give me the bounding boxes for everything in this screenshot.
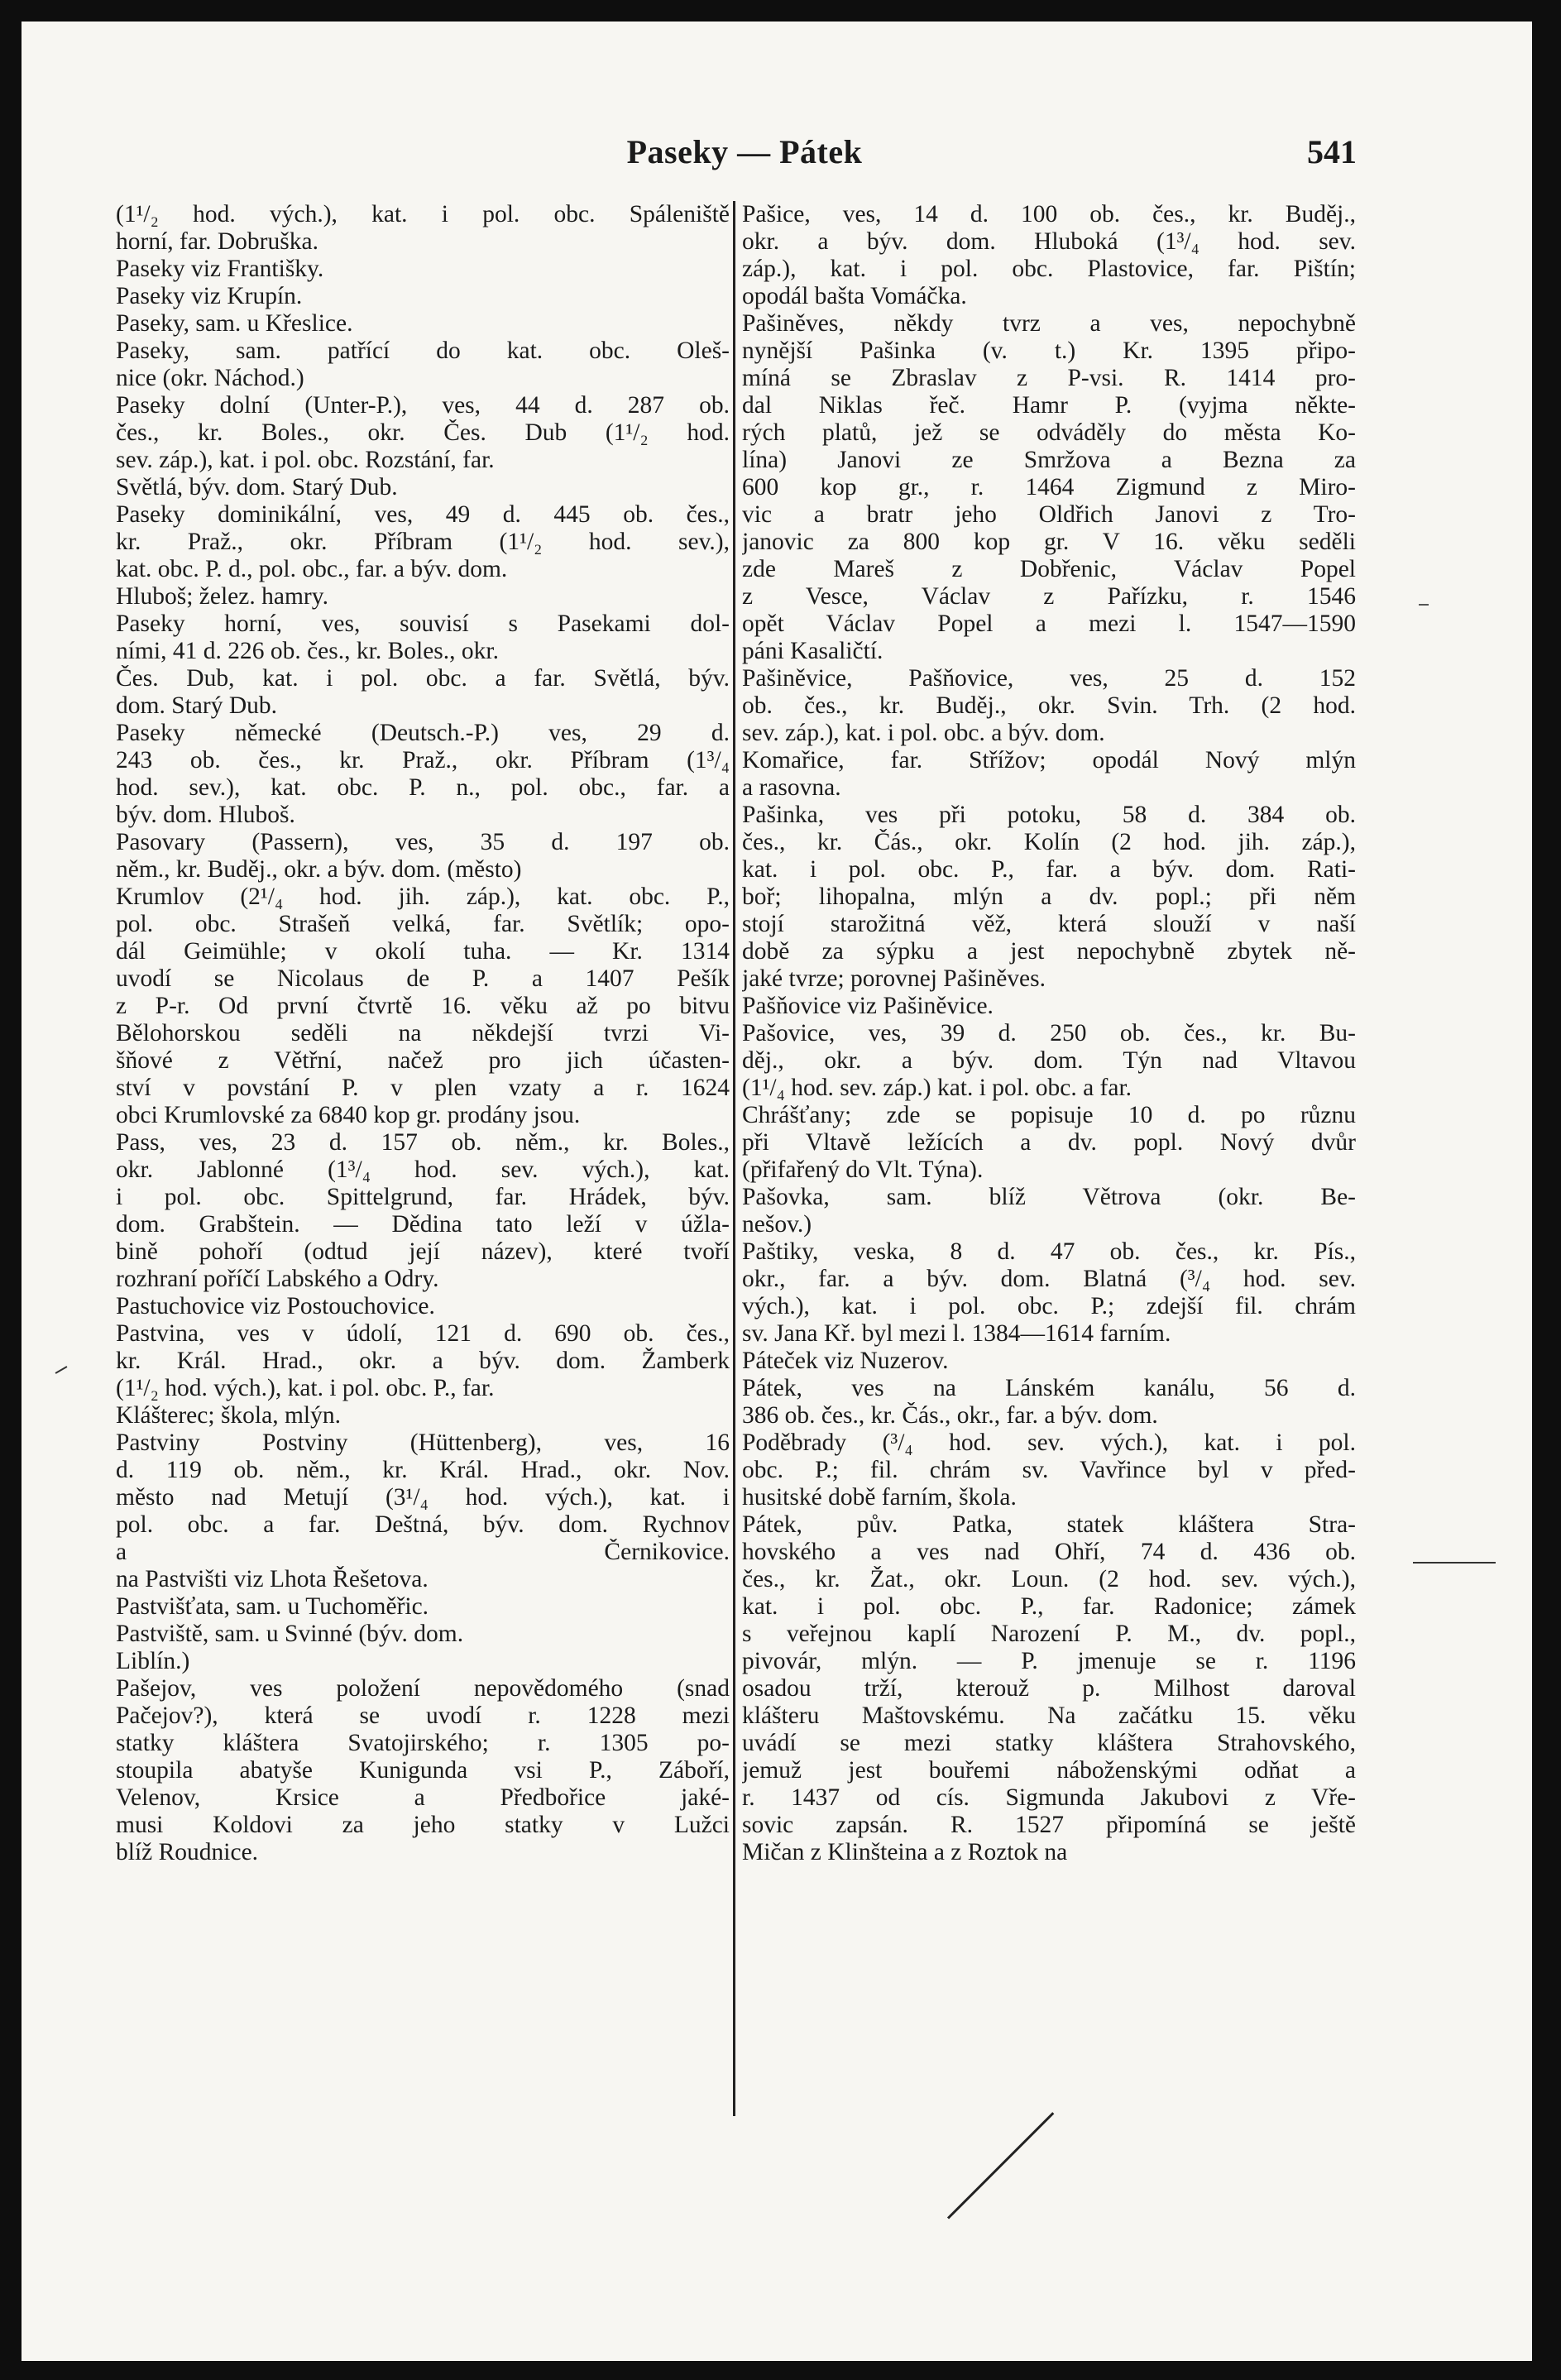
text-line: horní, far. Dobruška. — [116, 228, 318, 255]
text-line: dal Niklas řeč. Hamr P. (vyjma někte- — [742, 392, 1356, 419]
text-line: (1¹/₄ hod. sev. záp.) kat. i pol. obc. a far. — [742, 1075, 1132, 1101]
text-line: hod. sev.), kat. obc. P. n., pol. obc., far. a — [116, 774, 730, 801]
text-line: sev. záp.), kat. i pol. obc. a býv. dom. — [742, 720, 1105, 746]
text-line: sovic zapsán. R. 1527 připomíná se ještě — [742, 1812, 1356, 1838]
text-line: (přifařený do Vlt. Týna). — [742, 1156, 984, 1183]
text-line: vic a bratr jeho Oldřich Janovi z Tro- — [742, 501, 1356, 528]
running-header: Paseky — Pátek — [626, 133, 863, 170]
margin-mark — [1419, 604, 1429, 606]
text-line: Paseky dolní (Unter-P.), ves, 44 d. 287 ob. — [116, 392, 730, 419]
text-line: s veřejnou kaplí Narození P. M., dv. popl., — [742, 1621, 1356, 1647]
text-line: nešov.) — [742, 1211, 812, 1238]
text-line: r. 1437 od cís. Sigmunda Jakubovi z Vře- — [742, 1784, 1356, 1811]
text-line: sv. Jana Kř. byl mezi l. 1384—1614 farním. — [742, 1320, 1171, 1347]
text-line: jemuž jest bouřemi náboženskými odňat a — [742, 1757, 1356, 1784]
text-line: Pasovary (Passern), ves, 35 d. 197 ob. — [116, 829, 730, 855]
text-line: jaké tvrze; porovnej Pašiněves. — [742, 965, 1046, 992]
text-line: Světlá, býv. dom. Starý Dub. — [116, 474, 398, 500]
text-line: pol. obc. a far. Deštná, býv. dom. Rychnov — [116, 1511, 730, 1538]
text-line: pivovár, mlýn. — P. jmenuje se r. 1196 — [742, 1648, 1356, 1674]
text-line: Paseky německé (Deutsch.-P.) ves, 29 d. — [116, 720, 730, 746]
text-line: záp.), kat. i pol. obc. Plastovice, far. Pištín; — [742, 256, 1356, 282]
text-line: kr. Praž., okr. Příbram (1¹/₂ hod. sev.), — [116, 529, 730, 555]
text-line: obci Krumlovské za 6840 kop gr. prodány jsou. — [116, 1102, 581, 1128]
text-line: pol. obc. Strašeň velká, far. Světlík; opo- — [116, 911, 730, 937]
text-line: dál Geimühle; v okolí tuha. — Kr. 1314 — [116, 938, 730, 965]
text-line: rozhraní poříčí Labského a Odry. — [116, 1266, 439, 1292]
text-line: ob. čes., kr. Buděj., okr. Svin. Trh. (2 hod. — [742, 692, 1356, 719]
text-line: Pastviny Postviny (Hüttenberg), ves, 16 — [116, 1429, 730, 1456]
text-line: 600 kop gr., r. 1464 Zigmund z Miro- — [742, 474, 1356, 500]
text-line: Pašovice, ves, 39 d. 250 ob. čes., kr. Bu- — [742, 1020, 1356, 1046]
text-line: Hluboš; želez. hamry. — [116, 583, 328, 610]
text-line: Paseky horní, ves, souvisí s Pasekami dol- — [116, 611, 730, 637]
text-line: Pašejov, ves položení nepovědomého (snad — [116, 1675, 730, 1702]
text-line: okr. Jablonné (1³/₄ hod. sev. vých.), kat. — [116, 1156, 730, 1183]
text-line: Komařice, far. Střížov; opodál Nový mlýn — [742, 747, 1356, 773]
text-line: rých platů, jež se odváděly do města Ko- — [742, 419, 1356, 446]
text-line: kat. i pol. obc. P., far. Radonice; zámek — [742, 1593, 1356, 1620]
text-line: Pašňovice viz Pašiněvice. — [742, 993, 994, 1019]
text-line: zde Mareš z Dobřenic, Václav Popel — [742, 556, 1356, 582]
page-number: 541 — [1307, 133, 1357, 170]
text-line: z P-r. Od první čtvrtě 16. věku až po bitvu — [116, 993, 730, 1019]
text-line: dom. Starý Dub. — [116, 692, 278, 719]
text-line: nynější Pašinka (v. t.) Kr. 1395 připo- — [742, 338, 1356, 364]
text-line: Bělohorskou seděli na někdejší tvrzi Vi- — [116, 1020, 730, 1046]
text-line: obc. P.; fil. chrám sv. Vavřince byl v před- — [742, 1457, 1356, 1483]
text-line: něm., kr. Buděj., okr. a býv. dom. (město) — [116, 856, 522, 883]
text-line: blíž Roudnice. — [116, 1839, 259, 1865]
text-line: páni Kasaličtí. — [742, 638, 883, 664]
text-line: Pass, ves, 23 d. 157 ob. něm., kr. Boles., — [116, 1129, 730, 1156]
text-line: hovského a ves nad Ohří, 74 d. 436 ob. — [742, 1539, 1356, 1565]
margin-pencil-line — [1413, 1562, 1496, 1564]
text-line: Páteček viz Nuzerov. — [742, 1348, 949, 1374]
text-line: Paseky dominikální, ves, 49 d. 445 ob. čes., — [116, 501, 730, 528]
text-line: Paseky viz Františky. — [116, 256, 324, 282]
text-line: nice (okr. Náchod.) — [116, 365, 304, 391]
text-line: při Vltavě ležících a dv. popl. Nový dvůr — [742, 1129, 1356, 1156]
text-line: býv. dom. Hluboš. — [116, 802, 295, 828]
text-line: klášteru Maštovskému. Na začátku 15. věku — [742, 1702, 1356, 1729]
text-line: Paseky viz Krupín. — [116, 283, 303, 309]
text-line: (1¹/₂ hod. vých.), kat. i pol. obc. P., far. — [116, 1375, 495, 1401]
text-line: kat. i pol. obc. P., far. a býv. dom. Rati- — [742, 856, 1356, 883]
text-line: Krumlov (2¹/₄ hod. jih. záp.), kat. obc. P., — [116, 884, 730, 910]
text-line: bině pohoří (odtud její název), které tvoří — [116, 1238, 730, 1265]
text-line: čes., kr. Žat., okr. Loun. (2 hod. sev. vých.), — [742, 1566, 1356, 1592]
text-line: kr. Král. Hrad., okr. a býv. dom. Žamberk — [116, 1348, 730, 1374]
text-line: ními, 41 d. 226 ob. čes., kr. Boles., okr. — [116, 638, 499, 664]
text-line: stojí starožitná věž, která slouží v naší — [742, 911, 1356, 937]
text-line: Pastvina, ves v údolí, 121 d. 690 ob. čes., — [116, 1320, 730, 1347]
text-line: Poděbrady (³/₄ hod. sev. vých.), kat. i pol. — [742, 1429, 1356, 1456]
text-line: Pastvišťata, sam. u Tuchoměřic. — [116, 1593, 429, 1620]
text-line: kat. obc. P. d., pol. obc., far. a býv. dom. — [116, 556, 508, 582]
text-line: Pašiněvice, Pašňovice, ves, 25 d. 152 — [742, 665, 1356, 692]
pencil-stroke — [947, 2112, 1054, 2219]
text-line: Klášterec; škola, mlýn. — [116, 1402, 341, 1429]
text-line: město nad Metují (3¹/₄ hod. vých.), kat. i — [116, 1484, 730, 1511]
text-line: Čes. Dub, kat. i pol. obc. a far. Světlá, býv. — [116, 665, 730, 692]
right-column — [742, 201, 1356, 1866]
text-line: a rasovna. — [742, 774, 841, 801]
text-line: sev. záp.), kat. i pol. obc. Rozstání, far. — [116, 447, 495, 473]
text-line: ství v povstání P. v plen vzaty a r. 1624 — [116, 1075, 730, 1101]
margin-mark — [55, 1366, 68, 1374]
left-column — [116, 201, 730, 1866]
text-line: Velenov, Krsice a Předbořice jaké- — [116, 1784, 730, 1811]
text-line: šňové z Větřní, načež pro jich účasten- — [116, 1047, 730, 1074]
text-line: čes., kr. Čás., okr. Kolín (2 hod. jih. záp.), — [742, 829, 1356, 855]
text-line: Pastviště, sam. u Svinné (býv. dom. — [116, 1621, 464, 1647]
text-line: Liblín.) — [116, 1648, 190, 1674]
text-line: osadou trží, kterouž p. Milhost daroval — [742, 1675, 1356, 1702]
text-line: Pašovka, sam. blíž Větrova (okr. Be- — [742, 1184, 1356, 1210]
text-line: okr., far. a býv. dom. Blatná (³/₄ hod. sev. — [742, 1266, 1356, 1292]
text-line: d. 119 ob. něm., kr. Král. Hrad., okr. Nov. — [116, 1457, 730, 1483]
text-line: uvodí se Nicolaus de P. a 1407 Pešík — [116, 965, 730, 992]
text-line: musi Koldovi za jeho statky v Lužci — [116, 1812, 730, 1838]
text-line: Pašiněves, někdy tvrz a ves, nepochybně — [742, 310, 1356, 337]
text-line: míná se Zbraslav z P-vsi. R. 1414 pro- — [742, 365, 1356, 391]
text-line: Chrášťany; zde se popisuje 10 d. po různu — [742, 1102, 1356, 1128]
text-line: Paseky, sam. u Křeslice. — [116, 310, 353, 337]
text-line: době za sýpku a jest nepochybně zbytek ně- — [742, 938, 1356, 965]
text-line: opodál bašta Vomáčka. — [742, 283, 967, 309]
text-line: Pastuchovice viz Postouchovice. — [116, 1293, 435, 1319]
text-line: lína) Janovi ze Smržova a Bezna za — [742, 447, 1356, 473]
text-line: Pašinka, ves při potoku, 58 d. 384 ob. — [742, 802, 1356, 828]
text-line: janovic za 800 kop gr. V 16. věku seděli — [742, 529, 1356, 555]
text-line: Pašice, ves, 14 d. 100 ob. čes., kr. Buděj., — [742, 201, 1356, 227]
text-line: stoupila abatyše Kunigunda vsi P., Záboří, — [116, 1757, 730, 1784]
text-line: boř; lihopalna, mlýn a dv. popl.; při něm — [742, 884, 1356, 910]
text-line: husitské době farním, škola. — [742, 1484, 1017, 1511]
text-line: (1¹/₂ hod. vých.), kat. i pol. obc. Spáleniště — [116, 201, 730, 227]
text-line: statky kláštera Svatojirského; r. 1305 po- — [116, 1730, 730, 1756]
text-line: uvádí se mezi statky kláštera Strahovského, — [742, 1730, 1356, 1756]
text-line: a Černikovice. — [116, 1539, 730, 1565]
text-line: 386 ob. čes., kr. Čás., okr., far. a býv. dom. — [742, 1402, 1158, 1429]
text-line: opět Václav Popel a mezi l. 1547—1590 — [742, 611, 1356, 637]
text-line: Paseky, sam. patřící do kat. obc. Oleš- — [116, 338, 730, 364]
text-line: Mičan z Klinšteina a z Roztok na — [742, 1839, 1068, 1865]
text-line: 243 ob. čes., kr. Praž., okr. Příbram (1³/₄ — [116, 747, 730, 773]
text-line: vých.), kat. i pol. obc. P.; zdejší fil. chrám — [742, 1293, 1356, 1319]
text-line: Pačejov?), která se uvodí r. 1228 mezi — [116, 1702, 730, 1729]
text-line: čes., kr. Boles., okr. Čes. Dub (1¹/₂ hod. — [116, 419, 730, 446]
text-line: i pol. obc. Spittelgrund, far. Hrádek, býv. — [116, 1184, 730, 1210]
text-line: Pátek, pův. Patka, statek kláštera Stra- — [742, 1511, 1356, 1538]
text-line: na Pastvišti viz Lhota Řešetova. — [116, 1566, 429, 1592]
text-line: z Vesce, Václav z Pařízku, r. 1546 — [742, 583, 1356, 610]
text-line: Pátek, ves na Lánském kanálu, 56 d. — [742, 1375, 1356, 1401]
text-line: dom. Grabštein. — Dědina tato leží v úžla- — [116, 1211, 730, 1238]
text-line: okr. a býv. dom. Hluboká (1³/₄ hod. sev. — [742, 228, 1356, 255]
text-line: děj., okr. a býv. dom. Týn nad Vltavou — [742, 1047, 1356, 1074]
text-line: Paštiky, veska, 8 d. 47 ob. čes., kr. Pís., — [742, 1238, 1356, 1265]
column-divider — [733, 201, 735, 2116]
